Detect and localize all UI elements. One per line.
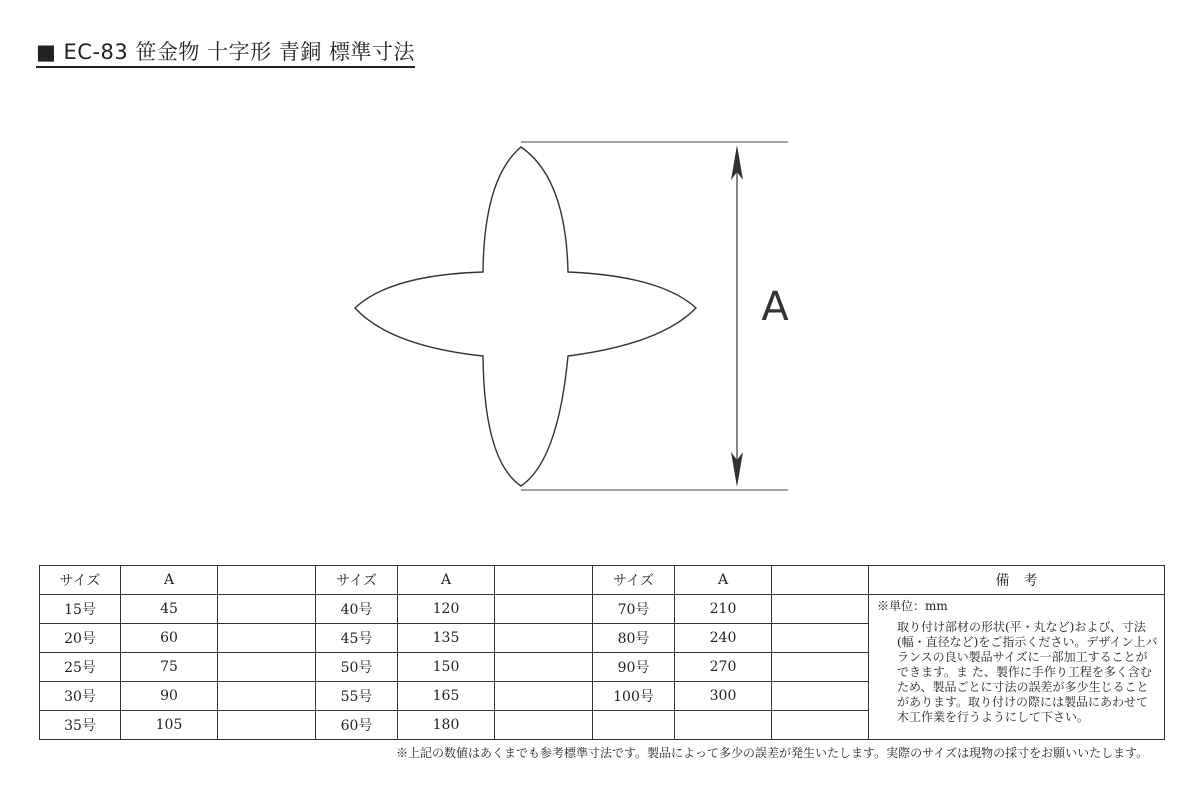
size-cell: 20号 bbox=[40, 624, 121, 653]
a-cell: 90 bbox=[121, 682, 218, 711]
blank-cell bbox=[218, 653, 316, 682]
size-cell: 45号 bbox=[316, 624, 398, 653]
blank-cell bbox=[772, 711, 869, 740]
size-cell: 60号 bbox=[316, 711, 398, 740]
size-cell: 55号 bbox=[316, 682, 398, 711]
table-row bbox=[40, 595, 1165, 624]
blank-cell bbox=[495, 595, 593, 624]
dimension-label: A bbox=[761, 284, 789, 330]
a-cell: 120 bbox=[398, 595, 495, 624]
header-blank bbox=[495, 566, 593, 595]
footnote: ※上記の数値はあくまでも参考標準寸法です。製品によって多少の誤差が発生いたします。実際のサイズは現物の採寸をお願いいたします。 bbox=[396, 746, 1149, 760]
blank-cell bbox=[218, 711, 316, 740]
size-cell: 100号 bbox=[593, 682, 675, 711]
size-cell: 40号 bbox=[316, 595, 398, 624]
a-cell: 75 bbox=[121, 653, 218, 682]
size-table bbox=[39, 565, 1165, 740]
blank-cell bbox=[772, 595, 869, 624]
header-blank bbox=[772, 566, 869, 595]
size-cell: 80号 bbox=[593, 624, 675, 653]
a-cell: 210 bbox=[675, 595, 772, 624]
size-cell: 35号 bbox=[40, 711, 121, 740]
blank-cell bbox=[218, 682, 316, 711]
remarks-unit: ※単位：mm bbox=[877, 599, 948, 613]
blank-cell bbox=[495, 711, 593, 740]
size-cell: 15号 bbox=[40, 595, 121, 624]
a-cell: 135 bbox=[398, 624, 495, 653]
page-title: ■ EC-83 笹金物 十字形 青銅 標準寸法 bbox=[36, 38, 415, 68]
remarks-cell bbox=[869, 595, 1165, 740]
size-cell: 25号 bbox=[40, 653, 121, 682]
a-cell: 150 bbox=[398, 653, 495, 682]
header-a: A bbox=[121, 566, 218, 595]
a-cell: 240 bbox=[675, 624, 772, 653]
size-cell: 50号 bbox=[316, 653, 398, 682]
blank-cell bbox=[495, 653, 593, 682]
a-cell: 60 bbox=[121, 624, 218, 653]
a-cell: 105 bbox=[121, 711, 218, 740]
header-remarks: 備 考 bbox=[869, 566, 1165, 595]
header-size: サイズ bbox=[593, 566, 675, 595]
header-size: サイズ bbox=[316, 566, 398, 595]
a-cell: 45 bbox=[121, 595, 218, 624]
size-cell: 70号 bbox=[593, 595, 675, 624]
header-a: A bbox=[398, 566, 495, 595]
a-cell: 300 bbox=[675, 682, 772, 711]
blank-cell bbox=[218, 624, 316, 653]
size-cell: 30号 bbox=[40, 682, 121, 711]
a-cell: 165 bbox=[398, 682, 495, 711]
blank-cell bbox=[772, 624, 869, 653]
blank-cell bbox=[772, 653, 869, 682]
blank-cell bbox=[495, 624, 593, 653]
blank-cell bbox=[495, 682, 593, 711]
blank-cell bbox=[772, 682, 869, 711]
table-header-row bbox=[40, 566, 1165, 595]
remarks-text: 取り付け部材の形状(平・丸など)および、寸法(幅・直径など)をご指示ください。デザイン上バランスの良い製品サイズに一部加工することができます。ま た、製作に手作り工程を多く含むため、製品ごとに寸法の誤差が多少生じることがあります。取り付けの際には製品にあわせて木工作業を行うようにして下さい。 bbox=[897, 620, 1158, 724]
header-a: A bbox=[675, 566, 772, 595]
a-cell: 180 bbox=[398, 711, 495, 740]
header-blank bbox=[218, 566, 316, 595]
size-cell: 90号 bbox=[593, 653, 675, 682]
blank-cell bbox=[218, 595, 316, 624]
header-size: サイズ bbox=[40, 566, 121, 595]
a-cell: 270 bbox=[675, 653, 772, 682]
size-cell bbox=[593, 711, 675, 740]
cross-fitting-outline bbox=[355, 147, 696, 486]
a-cell bbox=[675, 711, 772, 740]
